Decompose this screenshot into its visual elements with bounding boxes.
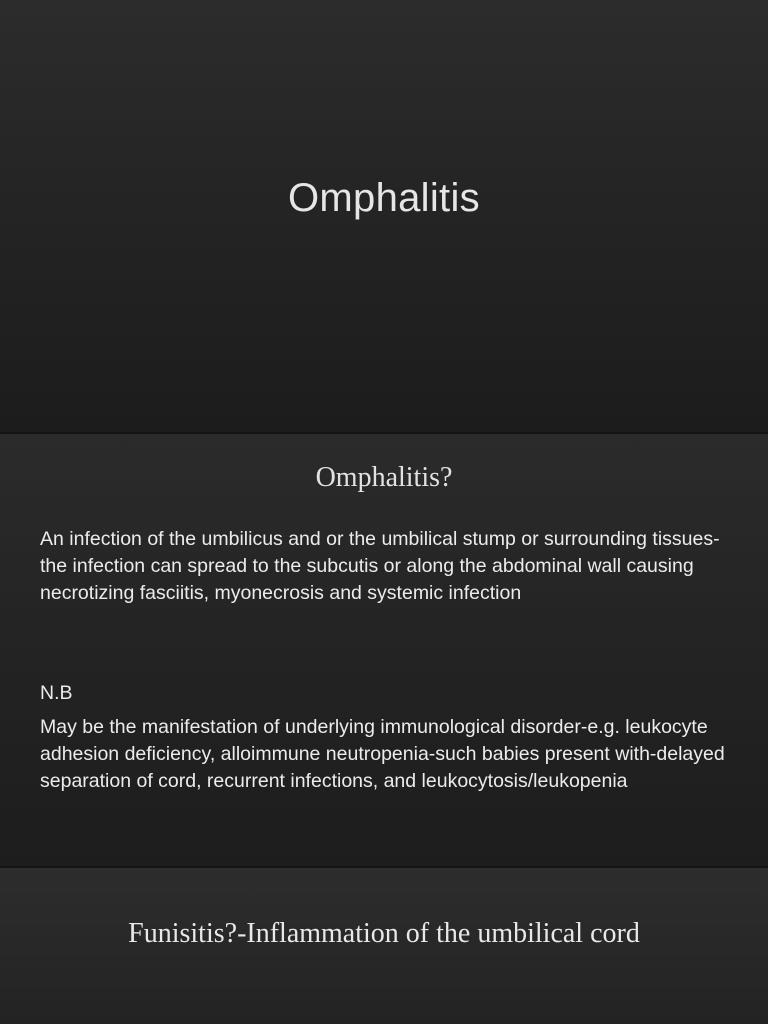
definition-heading: Omphalitis? <box>315 462 453 493</box>
slide-funisitis <box>0 868 768 1024</box>
slide-definition <box>0 434 768 866</box>
slide-title-heading: Omphalitis <box>288 176 480 220</box>
funisitis-heading: Funisitis?-Inflammation of the umbilical cord <box>128 918 640 949</box>
slide-title <box>0 0 768 432</box>
definition-paragraph: An infection of the umbilicus and or the umbilical stump or surrounding tissues- the infection can spread to the subcutis or along the abdominal wall causing necrotizing fasciitis, myonecrosis and systemic infection <box>40 528 720 604</box>
nb-paragraph: May be the manifestation of underlying immunological disorder-e.g. leukocyte adhesion deficiency, alloimmune neutropenia-such babies present with-delayed separation of cord, recurrent infections, and leukocytosis/leukopenia <box>40 716 725 792</box>
nb-label: N.B <box>40 682 73 704</box>
